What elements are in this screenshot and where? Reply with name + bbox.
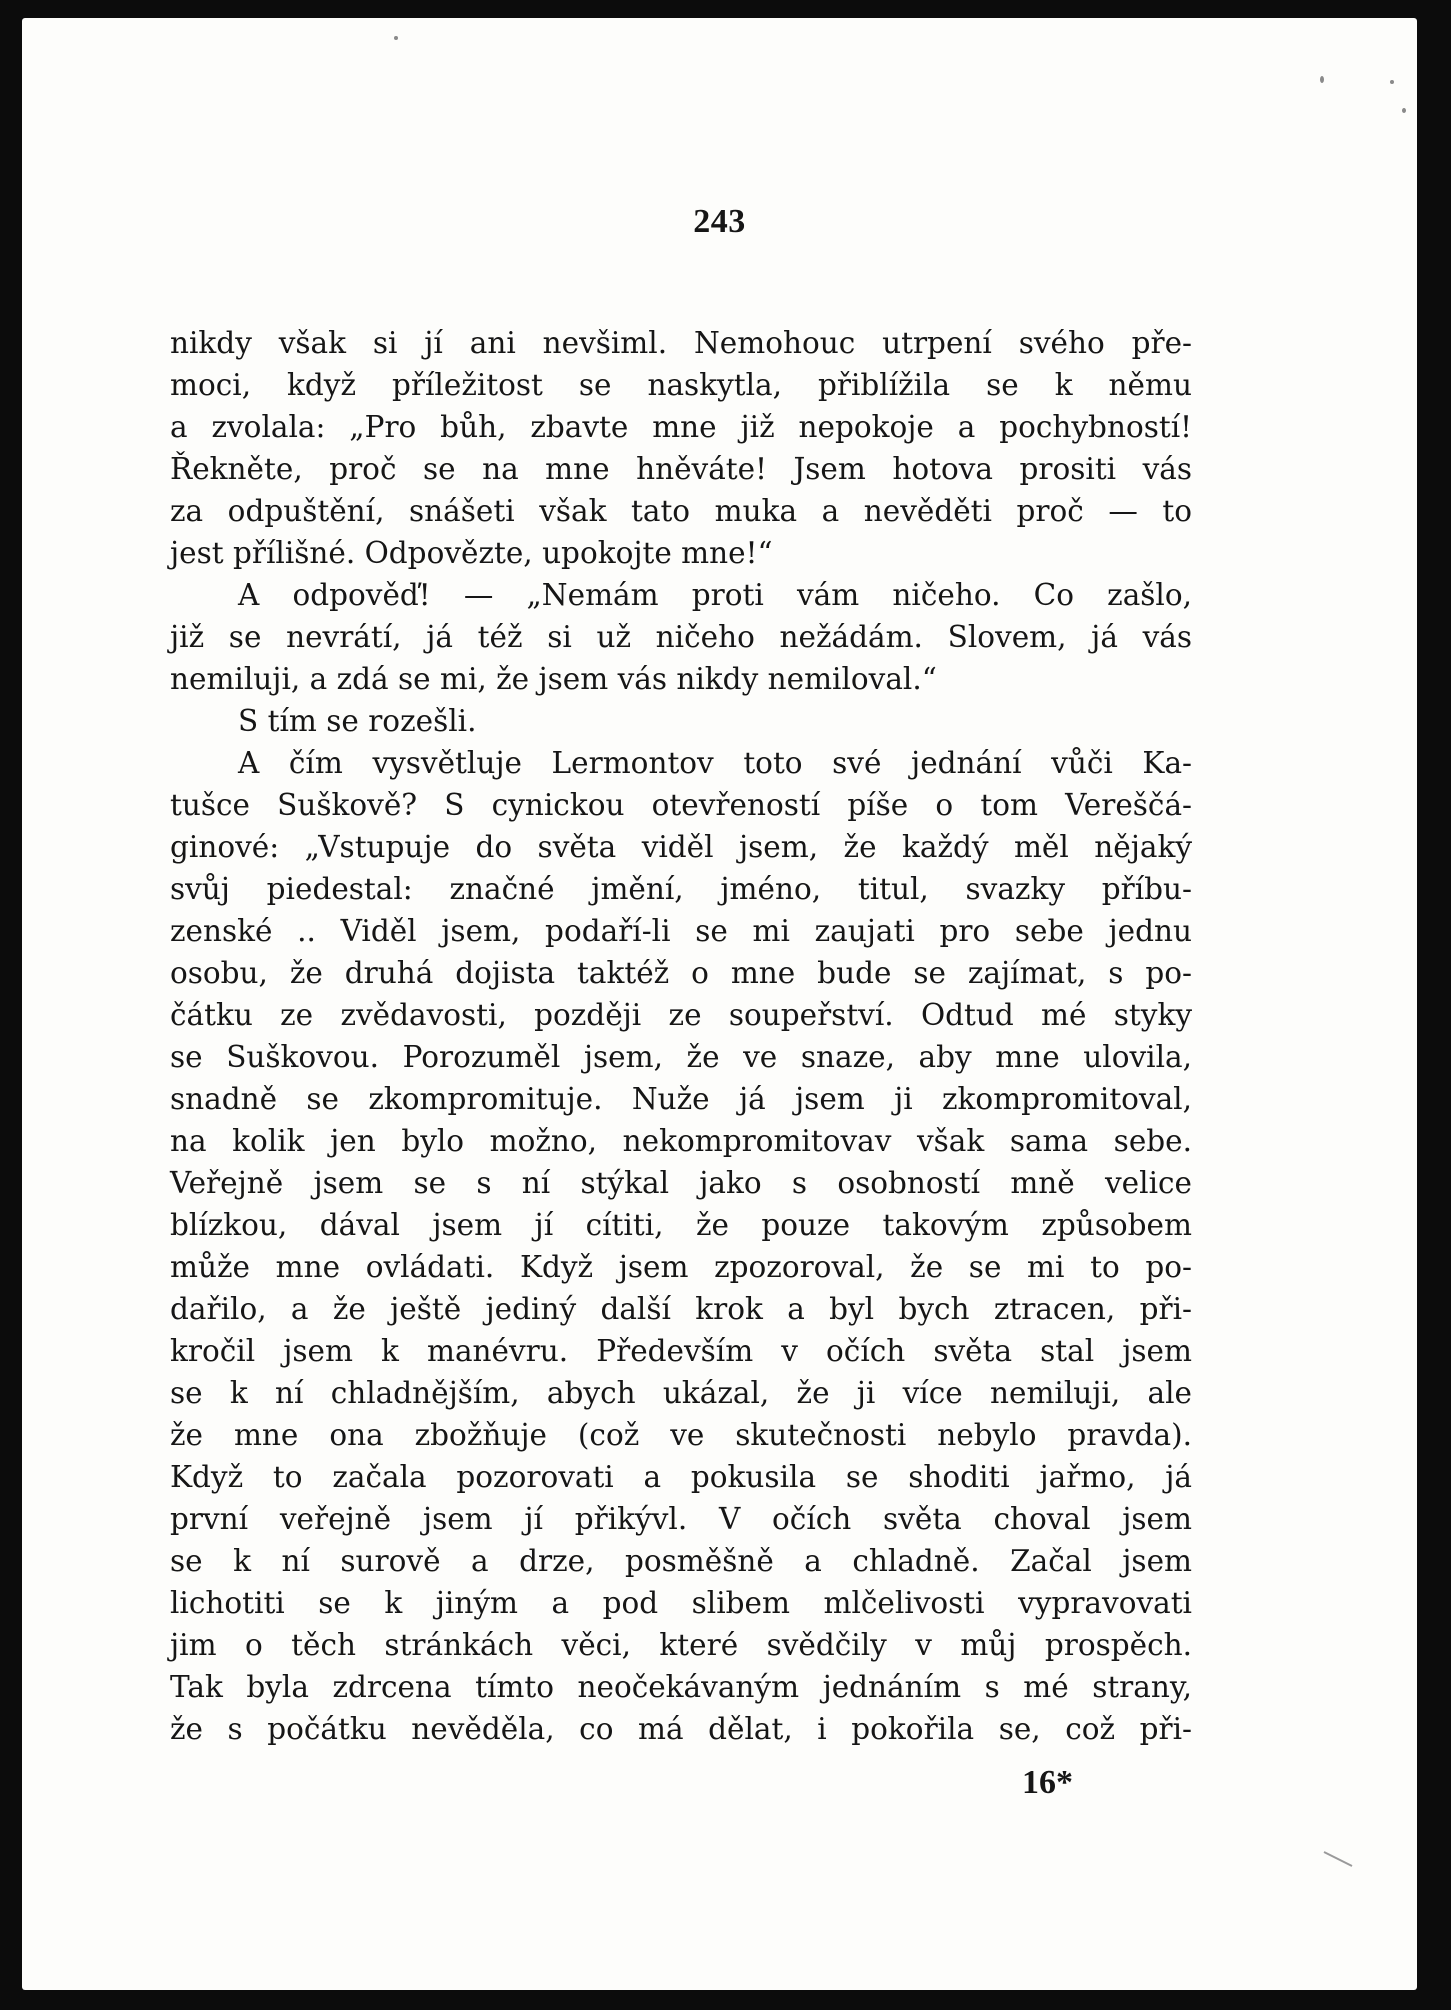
text-line: se Suškovou. Porozuměl jsem, že ve snaze, aby mne ulovila,: [170, 1040, 1192, 1074]
text-line: lichotiti se k jiným a pod slibem mlčelivosti vypravovati: [170, 1586, 1192, 1620]
text-line: ginové: „Vstupuje do světa viděl jsem, že každý měl nějaký: [170, 830, 1192, 864]
text-line: Veřejně jsem se s ní stýkal jako s osobností mně velice: [170, 1166, 1192, 1200]
text-line: dařilo, a že ještě jediný další krok a byl bych ztracen, při-: [170, 1292, 1192, 1326]
scan-speck: [1320, 76, 1324, 83]
signature-mark: 16*: [1022, 1764, 1073, 1801]
text-line: kročil jsem k manévru. Především v očích světa stal jsem: [170, 1334, 1192, 1368]
text-line: S tím se rozešli.: [238, 704, 477, 738]
text-line: se k ní surově a drze, posměšně a chladně. Začal jsem: [170, 1544, 1192, 1578]
text-line: Tak byla zdrcena tímto neočekávaným jednáním s mé strany,: [170, 1670, 1192, 1704]
text-line: A čím vysvětluje Lermontov toto své jednání vůči Ka-: [238, 746, 1192, 780]
scan-speck: [1390, 80, 1394, 84]
page-body-text: [170, 322, 1192, 1750]
text-line: jim o těch stránkách věci, které svědčily v můj prospěch.: [170, 1628, 1192, 1662]
text-line: A odpověď! — „Nemám proti vám ničeho. Co zašlo,: [238, 578, 1192, 612]
text-line: čátku ze zvědavosti, později ze soupeřství. Odtud mé styky: [170, 998, 1192, 1032]
scan-speck: [1402, 108, 1406, 113]
page-number: 243: [693, 203, 746, 240]
text-line: může mne ovládati. Když jsem zpozoroval, že se mi to po-: [170, 1250, 1192, 1284]
text-line: snadně se zkompromituje. Nuže já jsem ji zkompromitoval,: [170, 1082, 1192, 1116]
text-line: moci, když příležitost se naskytla, přiblížila se k němu: [170, 368, 1192, 402]
text-line: že s počátku nevěděla, co má dělat, i pokořila se, což při-: [170, 1712, 1192, 1746]
text-line: první veřejně jsem jí přikývl. V očích světa choval jsem: [170, 1502, 1192, 1536]
text-line: Řekněte, proč se na mne hněváte! Jsem hotova prositi vás: [170, 452, 1192, 486]
text-line: nemiluji, a zdá se mi, že jsem vás nikdy nemiloval.“: [170, 662, 937, 696]
text-line: na kolik jen bylo možno, nekompromitovav však sama sebe.: [170, 1124, 1192, 1158]
text-line: se k ní chladnějším, abych ukázal, že ji více nemiluji, ale: [170, 1376, 1192, 1410]
scan-scratch: [1322, 1848, 1362, 1872]
text-line: za odpuštění, snášeti však tato muka a nevěděti proč — to: [170, 494, 1192, 528]
text-line: již se nevrátí, já též si už ničeho nežádám. Slovem, já vás: [170, 620, 1192, 654]
text-line: jest přílišné. Odpovězte, upokojte mne!“: [170, 536, 773, 570]
text-line: zenské .. Viděl jsem, podaří-li se mi zaujati pro sebe jednu: [170, 914, 1192, 948]
text-line: blízkou, dával jsem jí cítiti, že pouze takovým způsobem: [170, 1208, 1192, 1242]
book-page: [22, 18, 1417, 1990]
text-line: a zvolala: „Pro bůh, zbavte mne již nepokoje a pochybností!: [170, 410, 1192, 444]
scan-speck: [394, 36, 398, 40]
text-line: osobu, že druhá dojista taktéž o mne bude se zajímat, s po-: [170, 956, 1192, 990]
text-line: že mne ona zbožňuje (což ve skutečnosti nebylo pravda).: [170, 1418, 1192, 1452]
text-line: svůj piedestal: značné jmění, jméno, titul, svazky příbu-: [170, 872, 1192, 906]
text-line: nikdy však si jí ani nevšiml. Nemohouc utrpení svého pře-: [170, 326, 1192, 360]
text-line: tušce Suškově? S cynickou otevřeností píše o tom Vereščá-: [170, 788, 1192, 822]
text-line: Když to začala pozorovati a pokusila se shoditi jařmo, já: [170, 1460, 1192, 1494]
